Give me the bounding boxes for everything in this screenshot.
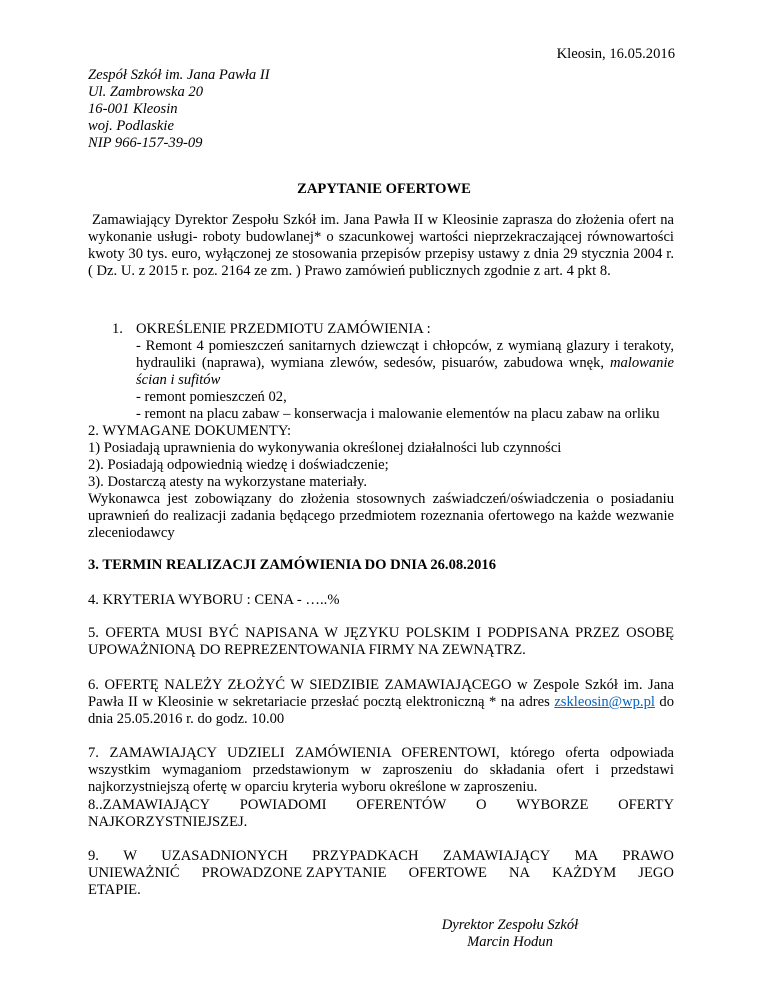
section-9-line: 9. W UZASADNIONYCH PRZYPADKACH ZAMAWIAJĄCY MA PRAWO bbox=[88, 848, 674, 864]
address-line: Zespół Szkół im. Jana Pawła II bbox=[88, 67, 270, 83]
section-1-item: - remont na placu zabaw – konserwacja i malowanie elementów na placu zabaw na orliku bbox=[136, 406, 660, 422]
section-1-item: - Remont 4 pomieszczeń sanitarnych dziewcząt i chłopców, z wymianą glazury i terakoty, hydrauliki (naprawa), wymiana zlewów, sedesów, pisuarów, zabudowa wnęk, malowanie ścian i sufitów bbox=[136, 338, 674, 388]
submission-deadline: do dnia 25.05.2016 r. do godz. 10.00 bbox=[88, 694, 675, 727]
section-9-line: ETAPIE. bbox=[88, 882, 141, 898]
document-date: Kleosin, 16.05.2016 bbox=[556, 46, 675, 62]
section-7-award: 7. ZAMAWIAJĄCY UDZIELI ZAMÓWIENIA OFERENTOWI, którego oferta odpowiada wszystkim wymaganiom przedstawionym w zaproszeniu do składania ofert i przedstawi najkorzystniejszą ofertę w oparciu kryteria wyboru określone w zaproszeniu. bbox=[88, 745, 674, 795]
section-9-line: UNIEWAŻNIĆ PROWADZONE ZAPYTANIE OFERTOWE NA KAŻDYM JEGO bbox=[88, 865, 674, 881]
section-2 bbox=[88, 423, 674, 542]
section-4-criteria: 4. KRYTERIA WYBORU : CENA - …..% bbox=[88, 592, 340, 608]
section-5-language: 5. OFERTA MUSI BYĆ NAPISANA W JĘZYKU POLSKIM I PODPISANA PRZEZ OSOBĘ UPOWAŻNIONĄ DO REPREZENTOWANIA FIRMY NA ZEWNĄTRZ. bbox=[88, 625, 674, 658]
section-1-list bbox=[136, 338, 674, 423]
section-1-number: 1. bbox=[112, 321, 123, 337]
document-title: ZAPYTANIE OFERTOWE bbox=[297, 181, 471, 197]
section-2-item: 1) Posiadają uprawnienia do wykonywania określonej działalności lub czynności bbox=[88, 440, 562, 456]
section-2-note: Wykonawca jest zobowiązany do złożenia stosownych zaświadczeń/oświadczenia o posiadaniu uprawnień do realizacji zadania będącego przedmiotem rozeznania ofertowego na każde wezwanie zleceniodawcy bbox=[88, 491, 674, 541]
address-line: NIP 966-157-39-09 bbox=[88, 135, 203, 151]
section-8-line: 8..ZAMAWIAJĄCY POWIADOMI OFERENTÓW O WYBORZE OFERTY bbox=[88, 797, 674, 813]
section-1-item: - remont pomieszczeń 02, bbox=[136, 389, 287, 405]
signature-title: Dyrektor Zespołu Szkół bbox=[441, 917, 579, 933]
section-8-line: NAJKORZYSTNIEJSZEJ. bbox=[88, 814, 248, 830]
address-line: woj. Podlaskie bbox=[88, 118, 174, 134]
section-1-heading bbox=[112, 321, 431, 338]
signature-name: Marcin Hodun bbox=[467, 934, 553, 950]
address-line: Ul. Zambrowska 20 bbox=[88, 84, 204, 100]
section-1-title: OKREŚLENIE PRZEDMIOTU ZAMÓWIENIA : bbox=[136, 321, 431, 337]
section-1-item-italic: malowanie ścian i sufitów bbox=[136, 355, 674, 388]
section-6-submission: 6. OFERTĘ NALEŻY ZŁOŻYĆ W SIEDZIBIE ZAMAWIAJĄCEGO w Zespole Szkół im. Jana Pawła II w Kleosinie w sekretariacie przesłać pocztą elektroniczną * na adres zskleosin@wp.pl do dnia 25.05.2016 r. do godz. 10.00 bbox=[88, 677, 675, 727]
section-2-heading: 2. WYMAGANE DOKUMENTY: bbox=[88, 423, 292, 439]
section-9-cancellation bbox=[88, 848, 674, 899]
section-3-deadline: 3. TERMIN REALIZACJI ZAMÓWIENIA DO DNIA 26.08.2016 bbox=[88, 557, 496, 573]
address-line: 16-001 Kleosin bbox=[88, 101, 178, 117]
signature-block bbox=[430, 917, 590, 951]
section-2-item: 2). Posiadają odpowiednią wiedzę i doświadczenie; bbox=[88, 457, 389, 473]
intro-paragraph: Zamawiający Dyrektor Zespołu Szkół im. Jana Pawła II w Kleosinie zaprasza do złożenia ofert na wykonanie usługi- roboty budowlanej* o szacunkowej wartości nieprzekraczającej równowartości kwoty 30 tys. euro, wyłączonej ze stosowania przepisów przepisy ustawy z dnia 29 stycznia 2004 r. ( Dz. U. z 2015 r. poz. 2164 ze zm. ) Prawo zamówień publicznych zgodnie z art. 4 pkt 8. bbox=[88, 212, 674, 279]
email-link[interactable]: zskleosin@wp.pl bbox=[554, 694, 655, 710]
school-address bbox=[88, 67, 270, 152]
section-8-notification bbox=[88, 797, 674, 831]
section-2-item: 3). Dostarczą atesty na wykorzystane materiały. bbox=[88, 474, 368, 490]
